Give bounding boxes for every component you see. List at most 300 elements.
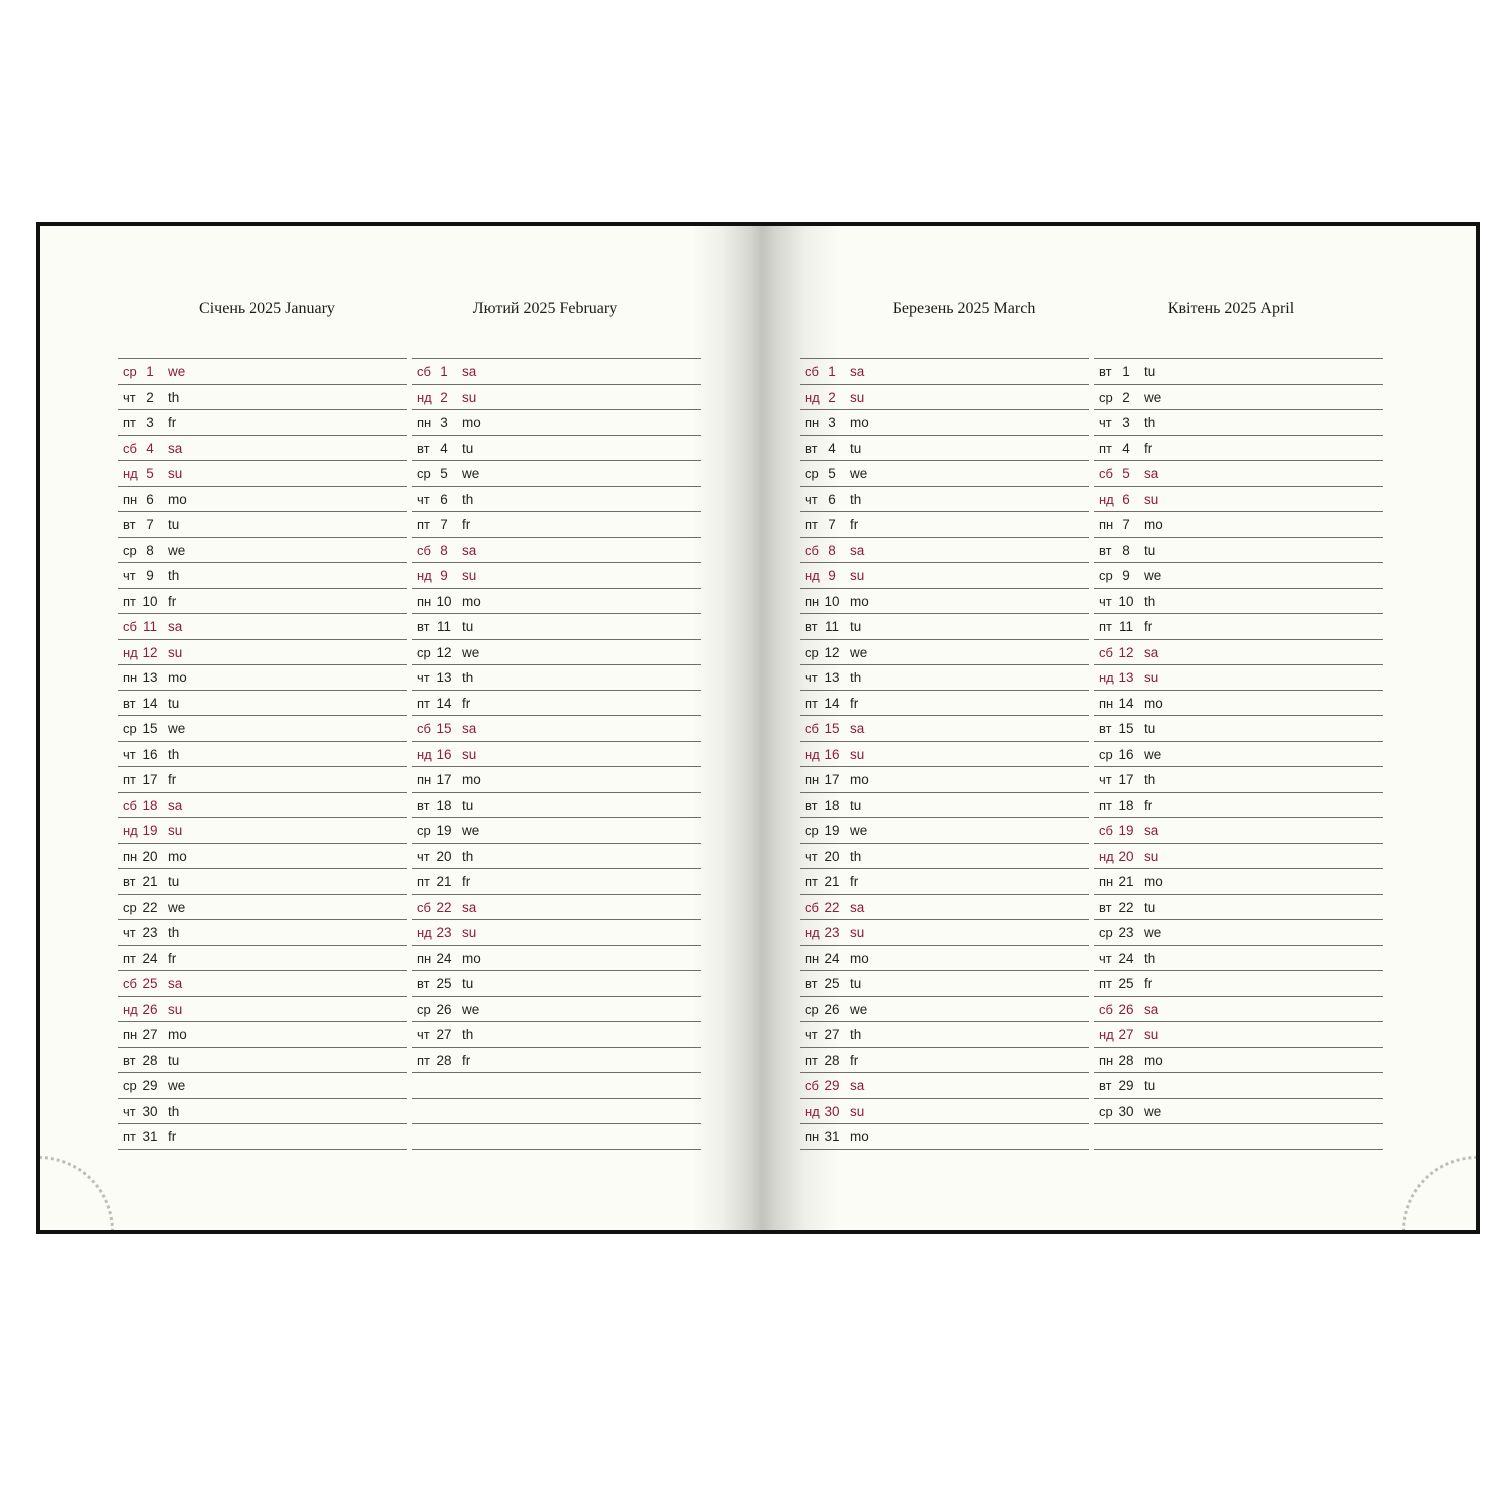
- day-row: [118, 742, 407, 768]
- weekday-english: mo: [1144, 517, 1163, 532]
- day-row: [118, 640, 407, 666]
- weekday-ukrainian: чт: [417, 1027, 430, 1042]
- day-row: [1094, 869, 1383, 895]
- day-number: 15: [1118, 721, 1134, 736]
- day-row: [1094, 538, 1383, 564]
- day-number: 25: [824, 976, 840, 991]
- day-number: 8: [146, 542, 154, 558]
- weekday-english: sa: [168, 619, 183, 634]
- weekday-english: fr: [1144, 797, 1153, 813]
- month-title-april: Квітень 2025 April: [1167, 300, 1295, 317]
- weekday-ukrainian: сб: [805, 542, 819, 558]
- weekday-english: fr: [168, 1129, 177, 1144]
- day-number: 7: [146, 517, 154, 532]
- weekday-ukrainian: чт: [123, 1103, 136, 1119]
- day-number: 11: [1118, 619, 1133, 634]
- weekday-english: we: [850, 1001, 868, 1017]
- weekday-english: tu: [462, 440, 474, 456]
- day-number: 31: [824, 1129, 840, 1144]
- weekday-ukrainian: сб: [417, 542, 431, 558]
- weekday-english: tu: [168, 1052, 180, 1068]
- day-number: 1: [440, 364, 448, 379]
- day-number: 2: [440, 389, 448, 405]
- day-row-blank: [412, 1124, 701, 1150]
- day-row: [1094, 716, 1383, 742]
- day-row: [800, 359, 1089, 385]
- day-row: [118, 1022, 407, 1048]
- weekday-ukrainian: пн: [805, 772, 820, 787]
- day-row: [412, 920, 701, 946]
- weekday-ukrainian: ср: [123, 721, 137, 736]
- day-row: [800, 487, 1089, 513]
- day-row: [118, 461, 407, 487]
- day-row: [412, 767, 701, 793]
- weekday-english: su: [1144, 1027, 1159, 1042]
- weekday-ukrainian: ср: [1099, 925, 1113, 940]
- weekday-ukrainian: вт: [123, 695, 136, 711]
- day-list-april: [1094, 358, 1383, 1150]
- weekday-ukrainian: чт: [417, 848, 430, 864]
- weekday-english: su: [462, 746, 477, 762]
- weekday-english: we: [850, 644, 868, 660]
- weekday-english: sa: [850, 542, 865, 558]
- day-row: [412, 640, 701, 666]
- weekday-english: mo: [1144, 1052, 1163, 1068]
- weekday-ukrainian: пн: [417, 772, 432, 787]
- day-number: 20: [436, 848, 452, 864]
- weekday-ukrainian: пт: [417, 874, 430, 889]
- day-row: [118, 589, 407, 615]
- day-row: [118, 716, 407, 742]
- weekday-english: th: [168, 1103, 180, 1119]
- weekday-ukrainian: пн: [417, 415, 432, 430]
- weekday-english: sa: [168, 797, 183, 813]
- weekday-ukrainian: пн: [123, 848, 138, 864]
- day-row: [118, 410, 407, 436]
- day-row: [412, 946, 701, 972]
- day-number: 25: [1118, 976, 1134, 991]
- weekday-english: th: [850, 670, 862, 685]
- day-row: [1094, 385, 1383, 411]
- weekday-ukrainian: ср: [805, 823, 819, 838]
- day-number: 18: [436, 797, 452, 813]
- day-row: [1094, 1022, 1383, 1048]
- day-row: [1094, 946, 1383, 972]
- day-number: 27: [436, 1027, 452, 1042]
- weekday-ukrainian: сб: [123, 440, 137, 456]
- weekday-ukrainian: сб: [417, 364, 431, 379]
- weekday-english: su: [850, 568, 865, 583]
- weekday-ukrainian: чт: [123, 568, 136, 583]
- day-row: [118, 385, 407, 411]
- day-number: 9: [146, 568, 154, 583]
- weekday-english: sa: [168, 976, 183, 991]
- weekday-ukrainian: пт: [805, 1052, 818, 1068]
- weekday-english: we: [462, 823, 480, 838]
- day-number: 14: [824, 695, 840, 711]
- day-number: 13: [436, 670, 452, 685]
- weekday-ukrainian: чт: [1099, 950, 1112, 966]
- day-row: [800, 461, 1089, 487]
- day-number: 10: [824, 593, 840, 609]
- weekday-english: sa: [1144, 823, 1159, 838]
- weekday-english: we: [1144, 746, 1162, 762]
- weekday-ukrainian: вт: [417, 440, 430, 456]
- weekday-ukrainian: чт: [1099, 415, 1112, 430]
- weekday-ukrainian: пт: [417, 517, 430, 532]
- day-number: 20: [142, 848, 158, 864]
- day-row: [1094, 895, 1383, 921]
- weekday-ukrainian: вт: [417, 976, 430, 991]
- weekday-english: we: [168, 364, 186, 379]
- weekday-english: su: [462, 389, 477, 405]
- day-number: 11: [824, 619, 839, 634]
- weekday-english: fr: [462, 1052, 471, 1068]
- day-number: 22: [1118, 899, 1134, 915]
- day-number: 12: [824, 644, 840, 660]
- weekday-english: sa: [850, 899, 865, 915]
- weekday-ukrainian: чт: [1099, 772, 1112, 787]
- day-number: 4: [1122, 440, 1130, 456]
- day-number: 27: [824, 1027, 840, 1042]
- day-row: [800, 436, 1089, 462]
- weekday-ukrainian: сб: [805, 1078, 819, 1093]
- day-number: 21: [1118, 874, 1134, 889]
- day-row: [412, 971, 701, 997]
- weekday-english: fr: [168, 950, 177, 966]
- weekday-ukrainian: нд: [1099, 848, 1114, 864]
- day-number: 15: [142, 721, 158, 736]
- day-number: 17: [436, 772, 452, 787]
- weekday-ukrainian: ср: [1099, 389, 1113, 405]
- weekday-ukrainian: вт: [1099, 542, 1112, 558]
- day-row: [1094, 844, 1383, 870]
- day-number: 24: [1118, 950, 1134, 966]
- day-row: [800, 997, 1089, 1023]
- day-number: 2: [146, 389, 154, 405]
- day-row: [1094, 1073, 1383, 1099]
- day-number: 25: [436, 976, 452, 991]
- day-number: 18: [824, 797, 840, 813]
- day-row: [412, 844, 701, 870]
- day-number: 23: [824, 925, 840, 940]
- day-number: 19: [824, 823, 840, 838]
- weekday-ukrainian: сб: [1099, 1001, 1113, 1017]
- day-number: 5: [1122, 466, 1130, 481]
- weekday-english: th: [850, 1027, 862, 1042]
- day-number: 22: [142, 899, 158, 915]
- day-list-march: [800, 358, 1089, 1150]
- weekday-english: mo: [462, 772, 481, 787]
- day-row: [412, 614, 701, 640]
- weekday-english: tu: [1144, 542, 1156, 558]
- day-row: [412, 487, 701, 513]
- weekday-ukrainian: пт: [123, 415, 136, 430]
- day-number: 13: [142, 670, 158, 685]
- day-row: [800, 793, 1089, 819]
- weekday-ukrainian: сб: [123, 976, 137, 991]
- day-row: [800, 818, 1089, 844]
- weekday-english: mo: [462, 415, 481, 430]
- weekday-english: mo: [850, 772, 869, 787]
- day-row: [1094, 614, 1383, 640]
- weekday-ukrainian: сб: [417, 721, 431, 736]
- day-number: 26: [436, 1001, 452, 1017]
- weekday-ukrainian: пт: [1099, 976, 1112, 991]
- weekday-english: su: [168, 644, 183, 660]
- weekday-english: fr: [850, 517, 859, 532]
- day-number: 3: [440, 415, 448, 430]
- day-number: 28: [1118, 1052, 1134, 1068]
- day-row: [412, 461, 701, 487]
- day-number: 23: [436, 925, 452, 940]
- day-row: [118, 538, 407, 564]
- day-row: [118, 512, 407, 538]
- day-row: [1094, 997, 1383, 1023]
- weekday-english: mo: [850, 950, 869, 966]
- weekday-english: we: [168, 721, 186, 736]
- weekday-english: th: [168, 746, 180, 762]
- day-number: 5: [146, 466, 154, 481]
- day-row: [118, 563, 407, 589]
- day-row: [800, 767, 1089, 793]
- day-number: 21: [142, 874, 158, 889]
- day-number: 4: [828, 440, 836, 456]
- weekday-english: tu: [1144, 364, 1156, 379]
- day-row: [118, 895, 407, 921]
- weekday-english: su: [850, 389, 865, 405]
- day-number: 16: [824, 746, 840, 762]
- day-row: [800, 538, 1089, 564]
- weekday-english: mo: [168, 848, 187, 864]
- day-number: 20: [1118, 848, 1134, 864]
- day-number: 18: [1118, 797, 1134, 813]
- weekday-english: su: [168, 823, 183, 838]
- day-number: 12: [1118, 644, 1134, 660]
- day-number: 26: [1118, 1001, 1134, 1017]
- day-row: [1094, 793, 1383, 819]
- weekday-english: fr: [462, 695, 471, 711]
- weekday-english: tu: [1144, 1078, 1156, 1093]
- day-row: [1094, 563, 1383, 589]
- weekday-english: su: [168, 1001, 183, 1017]
- day-row: [118, 614, 407, 640]
- weekday-ukrainian: нд: [1099, 491, 1114, 507]
- weekday-ukrainian: нд: [805, 746, 820, 762]
- weekday-english: sa: [462, 721, 477, 736]
- day-number: 3: [828, 415, 836, 430]
- day-row: [118, 487, 407, 513]
- weekday-english: su: [462, 568, 477, 583]
- weekday-ukrainian: пт: [1099, 797, 1112, 813]
- weekday-ukrainian: сб: [417, 899, 431, 915]
- weekday-ukrainian: пн: [123, 1027, 138, 1042]
- day-number: 17: [1118, 772, 1134, 787]
- day-number: 7: [440, 517, 448, 532]
- day-row: [118, 844, 407, 870]
- weekday-ukrainian: пт: [417, 695, 430, 711]
- weekday-ukrainian: нд: [123, 466, 138, 481]
- weekday-ukrainian: ср: [417, 466, 431, 481]
- day-number: 7: [828, 517, 836, 532]
- weekday-english: th: [168, 389, 180, 405]
- weekday-ukrainian: нд: [805, 925, 820, 940]
- weekday-english: su: [1144, 491, 1159, 507]
- day-row: [412, 691, 701, 717]
- weekday-english: we: [462, 466, 480, 481]
- month-title-february: Лютий 2025 February: [472, 300, 618, 317]
- weekday-ukrainian: сб: [1099, 466, 1113, 481]
- weekday-ukrainian: сб: [805, 721, 819, 736]
- day-number: 13: [1118, 670, 1134, 685]
- weekday-ukrainian: пн: [123, 670, 138, 685]
- day-row: [412, 1022, 701, 1048]
- day-row: [800, 1048, 1089, 1074]
- day-number: 29: [1118, 1078, 1134, 1093]
- day-row: [800, 716, 1089, 742]
- day-number: 4: [440, 440, 448, 456]
- day-number: 24: [436, 950, 452, 966]
- weekday-ukrainian: пн: [805, 415, 820, 430]
- weekday-ukrainian: пт: [123, 950, 136, 966]
- day-number: 29: [142, 1078, 158, 1093]
- weekday-english: we: [462, 644, 480, 660]
- weekday-english: we: [168, 1078, 186, 1093]
- day-row: [800, 1124, 1089, 1150]
- weekday-ukrainian: ср: [123, 1078, 137, 1093]
- weekday-ukrainian: вт: [805, 440, 818, 456]
- corner-pocket-left: [36, 1156, 114, 1234]
- weekday-ukrainian: пт: [1099, 619, 1112, 634]
- day-row: [800, 1099, 1089, 1125]
- day-row: [800, 640, 1089, 666]
- weekday-english: th: [462, 848, 474, 864]
- day-row: [1094, 436, 1383, 462]
- weekday-english: we: [1144, 389, 1162, 405]
- day-number: 28: [436, 1052, 452, 1068]
- weekday-english: tu: [1144, 899, 1156, 915]
- weekday-ukrainian: пт: [805, 517, 818, 532]
- day-number: 8: [440, 542, 448, 558]
- weekday-english: tu: [850, 797, 862, 813]
- weekday-ukrainian: нд: [417, 568, 432, 583]
- day-row: [118, 359, 407, 385]
- day-number: 15: [436, 721, 452, 736]
- weekday-english: fr: [850, 1052, 859, 1068]
- day-number: 9: [1122, 568, 1130, 583]
- day-row: [800, 665, 1089, 691]
- weekday-english: su: [850, 925, 865, 940]
- day-number: 30: [142, 1103, 158, 1119]
- day-number: 17: [142, 772, 158, 787]
- weekday-ukrainian: ср: [805, 466, 819, 481]
- weekday-ukrainian: пн: [1099, 874, 1114, 889]
- day-number: 28: [142, 1052, 158, 1068]
- day-number: 12: [142, 644, 158, 660]
- weekday-ukrainian: чт: [805, 670, 818, 685]
- day-row: [412, 665, 701, 691]
- day-number: 25: [142, 976, 158, 991]
- weekday-english: th: [462, 491, 474, 507]
- weekday-ukrainian: ср: [417, 644, 431, 660]
- weekday-english: th: [462, 1027, 474, 1042]
- day-number: 11: [142, 619, 157, 634]
- weekday-english: su: [850, 1103, 865, 1119]
- day-row: [118, 691, 407, 717]
- weekday-english: sa: [462, 364, 477, 379]
- day-number: 1: [146, 364, 154, 379]
- day-number: 1: [828, 364, 836, 379]
- day-row: [800, 1022, 1089, 1048]
- day-row: [1094, 359, 1383, 385]
- day-row: [412, 410, 701, 436]
- weekday-ukrainian: чт: [1099, 593, 1112, 609]
- weekday-ukrainian: вт: [1099, 1078, 1112, 1093]
- day-row: [412, 538, 701, 564]
- weekday-ukrainian: сб: [805, 899, 819, 915]
- weekday-english: tu: [1144, 721, 1156, 736]
- day-row: [412, 716, 701, 742]
- weekday-ukrainian: нд: [417, 746, 432, 762]
- weekday-ukrainian: сб: [1099, 823, 1113, 838]
- day-row: [118, 767, 407, 793]
- weekday-ukrainian: чт: [417, 491, 430, 507]
- weekday-ukrainian: пн: [1099, 517, 1114, 532]
- weekday-ukrainian: чт: [805, 1027, 818, 1042]
- day-row: [412, 563, 701, 589]
- weekday-ukrainian: пт: [805, 874, 818, 889]
- day-row: [412, 359, 701, 385]
- weekday-ukrainian: сб: [123, 797, 137, 813]
- weekday-ukrainian: сб: [1099, 644, 1113, 660]
- day-row: [1094, 971, 1383, 997]
- day-number: 16: [436, 746, 452, 762]
- weekday-english: mo: [462, 593, 481, 609]
- weekday-english: sa: [1144, 466, 1159, 481]
- weekday-ukrainian: вт: [417, 619, 430, 634]
- corner-pocket-right: [1402, 1156, 1480, 1234]
- weekday-english: we: [1144, 1103, 1162, 1119]
- day-number: 16: [1118, 746, 1134, 762]
- day-row: [412, 385, 701, 411]
- weekday-english: sa: [462, 899, 477, 915]
- day-number: 4: [146, 440, 154, 456]
- day-number: 22: [824, 899, 840, 915]
- weekday-ukrainian: пт: [123, 1129, 136, 1144]
- weekday-english: th: [168, 925, 180, 940]
- weekday-ukrainian: пт: [1099, 440, 1112, 456]
- day-row-blank: [412, 1073, 701, 1099]
- day-row: [800, 385, 1089, 411]
- day-row: [412, 997, 701, 1023]
- weekday-ukrainian: пт: [417, 1052, 430, 1068]
- day-list-february: [412, 358, 701, 1150]
- weekday-ukrainian: пт: [123, 593, 136, 609]
- weekday-english: th: [168, 568, 180, 583]
- weekday-ukrainian: чт: [805, 491, 818, 507]
- day-row: [412, 869, 701, 895]
- weekday-english: we: [1144, 925, 1162, 940]
- weekday-ukrainian: нд: [805, 1103, 820, 1119]
- weekday-english: fr: [462, 874, 471, 889]
- weekday-english: fr: [1144, 440, 1153, 456]
- day-number: 27: [1118, 1027, 1134, 1042]
- day-number: 29: [824, 1078, 840, 1093]
- day-row-blank: [1094, 1124, 1383, 1150]
- day-row: [1094, 410, 1383, 436]
- day-row: [1094, 487, 1383, 513]
- day-row: [412, 589, 701, 615]
